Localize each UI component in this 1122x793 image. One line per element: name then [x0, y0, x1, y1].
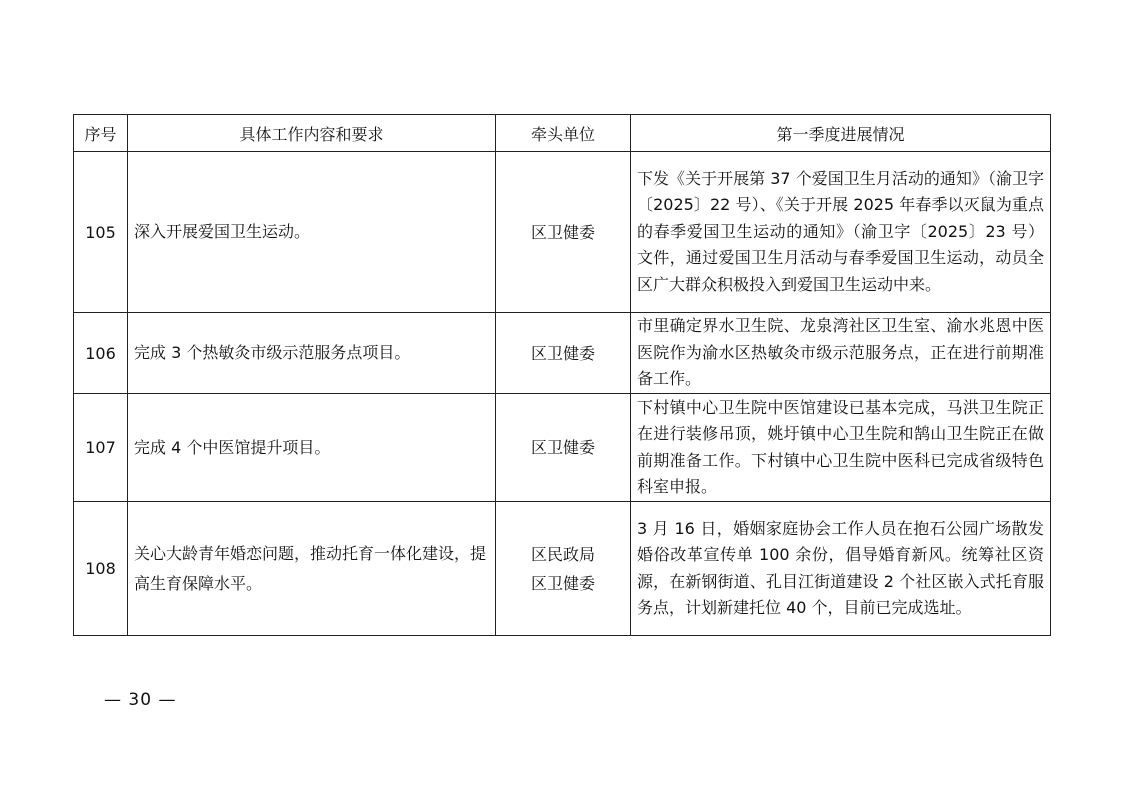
row-progress: 市里确定界水卫生院、龙泉湾社区卫生室、渝水兆恩中医医院作为渝水区热敏灸市级示范服务点，正在进行前期准备工作。 [631, 313, 1051, 394]
row-progress: 下发《关于开展第 37 个爱国卫生月活动的通知》（渝卫字〔2025〕22 号）、《关于开展 2025 年春季以灭鼠为重点的春季爱国卫生运动的通知》（渝卫字〔2025〕23 号）文件，通过爱国卫生月活动与春季爱国卫生运动，动员全区广大群众积极投入到爱国卫生运动中来。 [631, 152, 1051, 313]
header-serial-number: 序号 [74, 115, 128, 152]
table-header-row [74, 115, 1051, 152]
lead-unit-name: 区卫健委 [530, 343, 595, 363]
lead-unit-name: 区卫健委 [530, 438, 595, 457]
work-progress-table [73, 114, 1051, 636]
page-number: — 30 — [104, 690, 177, 710]
row-progress: 3 月 16 日，婚姻家庭协会工作人员在抱石公园广场散发婚俗改革宣传单 100 余份，倡导婚育新风。统筹社区资源，在新钢街道、孔目江街道建设 2 个社区嵌入式托育服务点，计划新建托位 40 个，目前已完成选址。 [631, 502, 1051, 636]
table-row [74, 394, 1051, 502]
lead-unit-name: 区卫健委 [530, 573, 595, 593]
table-row [74, 152, 1051, 313]
table-row [74, 313, 1051, 394]
lead-unit-name: 区卫健委 [530, 222, 595, 242]
row-work-content: 深入开展爱国卫生运动。 [128, 152, 496, 313]
row-lead-unit [496, 502, 631, 636]
row-lead-unit [496, 152, 631, 313]
row-lead-unit [496, 394, 631, 502]
row-serial-number: 106 [74, 313, 128, 394]
row-progress: 下村镇中心卫生院中医馆建设已基本完成，马洪卫生院正在进行装修吊顶，姚圩镇中心卫生院和鹄山卫生院正在做前期准备工作。下村镇中心卫生院中医科已完成省级特色科室申报。 [631, 394, 1051, 502]
row-serial-number: 107 [74, 394, 128, 502]
header-q1-progress: 第一季度进展情况 [631, 115, 1051, 152]
header-work-content: 具体工作内容和要求 [128, 115, 496, 152]
row-work-content: 关心大龄青年婚恋问题，推动托育一体化建设，提高生育保障水平。 [128, 502, 496, 636]
row-work-content: 完成 4 个中医馆提升项目。 [128, 394, 496, 502]
header-lead-unit: 牵头单位 [496, 115, 631, 152]
row-lead-unit [496, 313, 631, 394]
row-serial-number: 105 [74, 152, 128, 313]
lead-unit-name: 区民政局 [530, 544, 595, 564]
row-work-content: 完成 3 个热敏灸市级示范服务点项目。 [128, 313, 496, 394]
row-serial-number: 108 [74, 502, 128, 636]
table-row [74, 502, 1051, 636]
